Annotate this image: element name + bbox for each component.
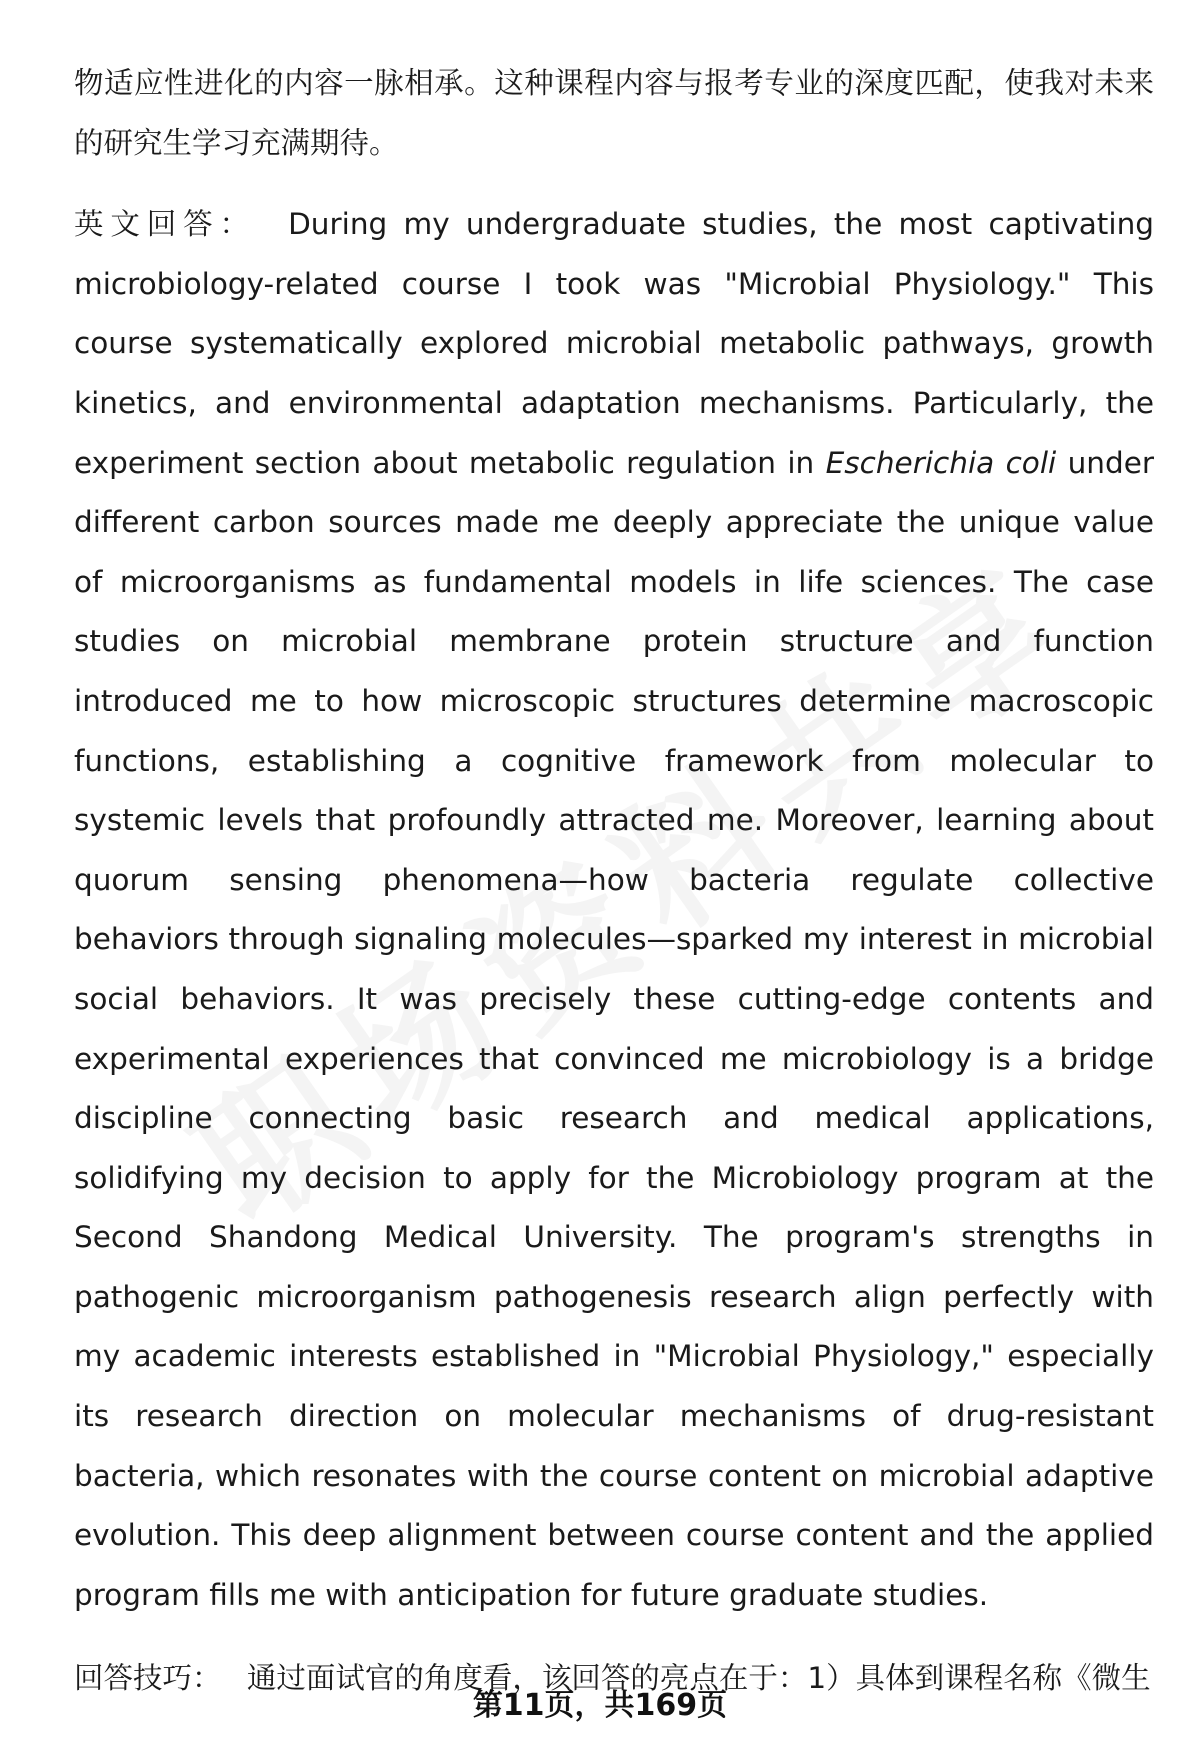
page-footer xyxy=(0,1680,1200,1724)
intro-text: 物适应性进化的内容一脉相承。这种课程内容与报考专业的深度匹配，使我对未来的研究生学习充满期待。 xyxy=(74,66,1154,160)
scientific-name: Escherichia coli xyxy=(825,445,1057,480)
english-answer-paragraph xyxy=(74,195,1154,1625)
page-number: 第11页，共169页 xyxy=(472,1688,728,1723)
answer-tips-label: 回答技巧： xyxy=(74,1661,222,1696)
english-answer-label: 英文回答： xyxy=(74,207,256,242)
english-answer-text-part2: under different carbon sources made me deeply appreciate the unique value of microorganisms as fundamental models in life sciences. The case studies on microbial membrane protein structure and function introduced me to how microscopic structures determine macroscopic functions, establishing a cognitive framework from molecular to systemic levels that profoundly attracted me. Moreover, learning about quorum sensing phenomena—how bacteria regulate collective behaviors through signaling molecules—sparked my interest in microbial social behaviors. It was precisely these cutting-edge contents and experimental experiences that convinced me microbiology is a bridge discipline connecting basic research and medical applications, solidifying my decision to apply for the Microbiology program at the Second Shandong Medical University. The program's strengths in pathogenic microorganism pathogenesis research align perfectly with my academic interests established in "Microbial Physiology," especially its research direction on molecular mechanisms of drug-resistant bacteria, which resonates with the course content on microbial adaptive evolution. This deep alignment between course content and the applied program fills me with anticipation for future graduate studies. xyxy=(74,445,1155,1612)
document-body xyxy=(74,54,1154,1709)
intro-paragraph xyxy=(74,54,1154,173)
answer-tips-text: 通过面试官的角度看，该回答的亮点在于：1）具体到课程名称《微生 xyxy=(246,1661,1151,1696)
english-answer-text-part1: During my undergraduate studies, the most captivating microbiology-related course I took was "Microbial Physiology." This course systematically explored microbial metabolic pathways, growth kinetics, and environmental adaptation mechanisms. Particularly, the experiment section about metabolic regulation in xyxy=(74,207,1154,480)
